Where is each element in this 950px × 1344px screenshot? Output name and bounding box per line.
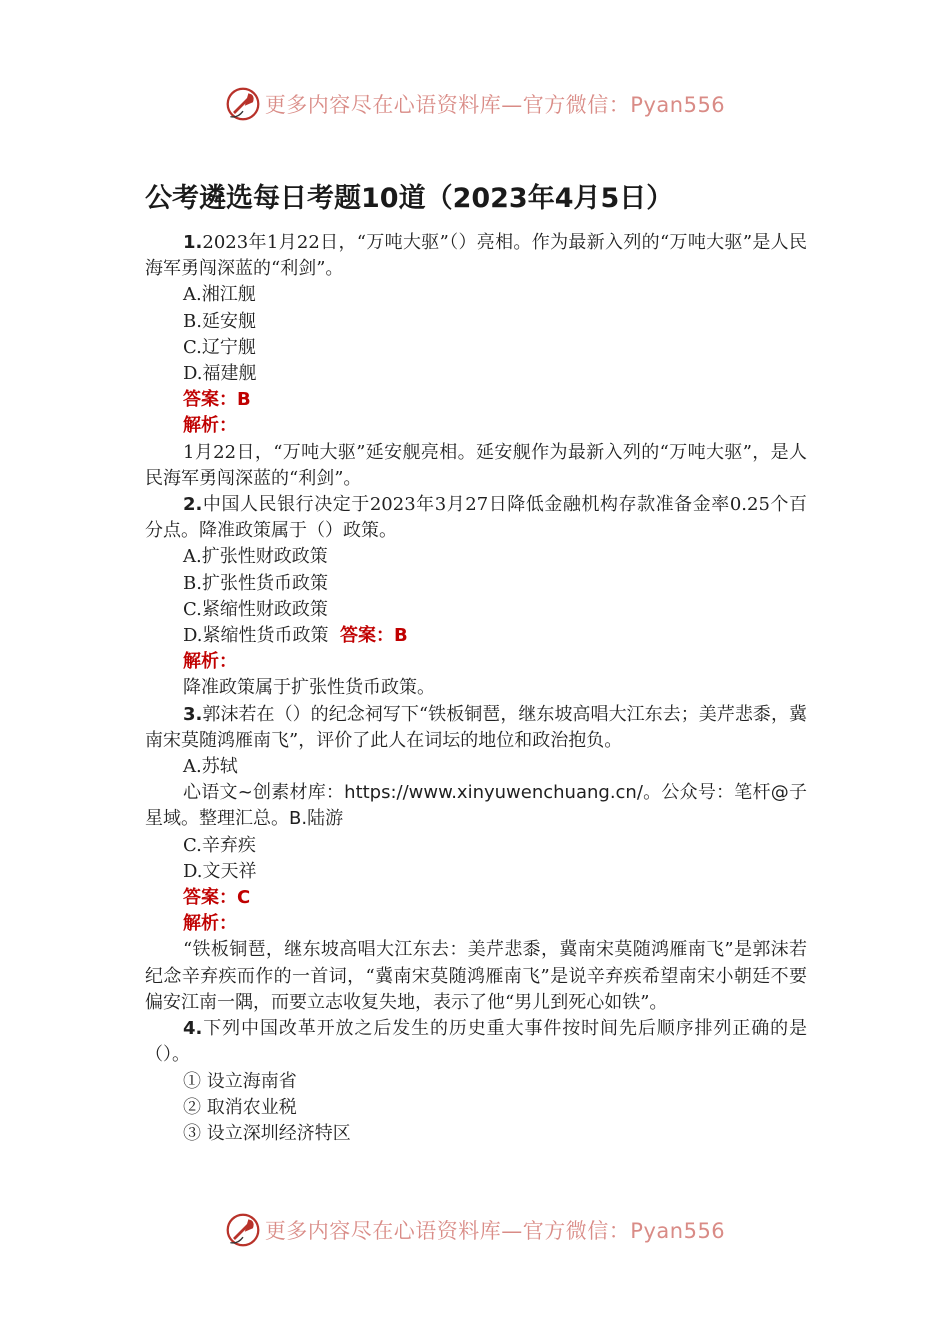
- q2-option-d-row: [145, 623, 807, 649]
- q2-answer: 答案：B: [339, 625, 408, 647]
- q4-item-1: ① 设立海南省: [183, 1070, 297, 1092]
- banner-text: 更多内容尽在心语资料库—官方微信：Pyan556: [264, 93, 726, 117]
- question-3-number: 3.: [183, 703, 203, 725]
- question-2-stem: [145, 492, 807, 544]
- q1-option-a: A.湘江舰: [183, 284, 256, 306]
- q2-option-d: D.紧缩性货币政策: [183, 625, 329, 647]
- question-3-text: 郭沫若在（）的纪念祠写下“铁板铜琶，继东坡高唱大江东去；美芹悲黍，冀南宋莫随鸿雁南飞”，评价了此人在词坛的地位和政治抱负。: [145, 703, 807, 751]
- question-2-text: 中国人民银行决定于2023年3月27日降低金融机构存款准备金率0.25个百分点。降准政策属于（）政策。: [145, 494, 807, 542]
- question-1-text: 2023年1月22日，“万吨大驱”（）亮相。作为最新入列的“万吨大驱”是人民海军勇闯深蓝的“利剑”。: [145, 232, 807, 280]
- question-4-number: 4.: [183, 1018, 203, 1040]
- q2-option-b: B.扩张性货币政策: [183, 572, 328, 594]
- q1-analysis: 1月22日，“万吨大驱”延安舰亮相。延安舰作为最新入列的“万吨大驱”，是人民海军勇闯深蓝的“利剑”。: [145, 441, 807, 489]
- footer-banner: [0, 1208, 950, 1252]
- question-4-text: 下列中国改革开放之后发生的历史重大事件按时间先后顺序排列正确的是（）。: [145, 1018, 807, 1066]
- q2-analysis-label: 解析：: [183, 651, 237, 673]
- q2-option-c: C.紧缩性财政政策: [183, 598, 328, 620]
- quill-logo-icon: [225, 86, 261, 122]
- page-title: 公考遴选每日考题10道（2023年4月5日）: [145, 183, 674, 214]
- question-4-stem: [145, 1016, 807, 1068]
- q3-analysis-label: 解析：: [183, 913, 237, 935]
- q3-answer: 答案：C: [183, 887, 251, 909]
- q4-item-2: ② 取消农业税: [183, 1096, 297, 1118]
- q3-option-d: D.文天祥: [183, 860, 257, 882]
- q1-option-d: D.福建舰: [183, 363, 257, 385]
- q3-inline-note: 心语文~创素材库：https://www.xinyuwenchuang.cn/。公众号：笔杆@子星域。整理汇总。B.陆游: [145, 782, 807, 830]
- q1-option-b: B.延安舰: [183, 310, 256, 332]
- q2-option-a: A.扩张性财政政策: [183, 546, 328, 568]
- q4-item-3: ③ 设立深圳经济特区: [183, 1122, 351, 1144]
- question-3-stem: [145, 702, 807, 754]
- q3-analysis: “铁板铜琶，继东坡高唱大江东去：美芹悲黍，冀南宋莫随鸿雁南飞”是郭沫若纪念辛弃疾而作的一首词，“冀南宋莫随鸿雁南飞”是说辛弃疾希望南宋小朝廷不要偏安江南一隅，而要立志收复失地，表示了他“男儿到死心如铁”。: [145, 939, 807, 1013]
- header-banner: [0, 82, 950, 126]
- question-2-number: 2.: [183, 494, 203, 516]
- banner-text: 更多内容尽在心语资料库—官方微信：Pyan556: [264, 1219, 726, 1243]
- question-body: [145, 230, 807, 1147]
- question-1-stem: [145, 230, 807, 282]
- q3-option-c: C.辛弃疾: [183, 834, 256, 856]
- q1-analysis-label: 解析：: [183, 415, 237, 437]
- q1-option-c: C.辽宁舰: [183, 336, 256, 358]
- q3-option-a: A.苏轼: [183, 756, 238, 778]
- quill-logo-icon: [225, 1212, 261, 1248]
- question-1-number: 1.: [183, 232, 203, 253]
- q1-answer: 答案：B: [183, 389, 251, 411]
- q2-analysis: 降准政策属于扩张性货币政策。: [183, 677, 435, 699]
